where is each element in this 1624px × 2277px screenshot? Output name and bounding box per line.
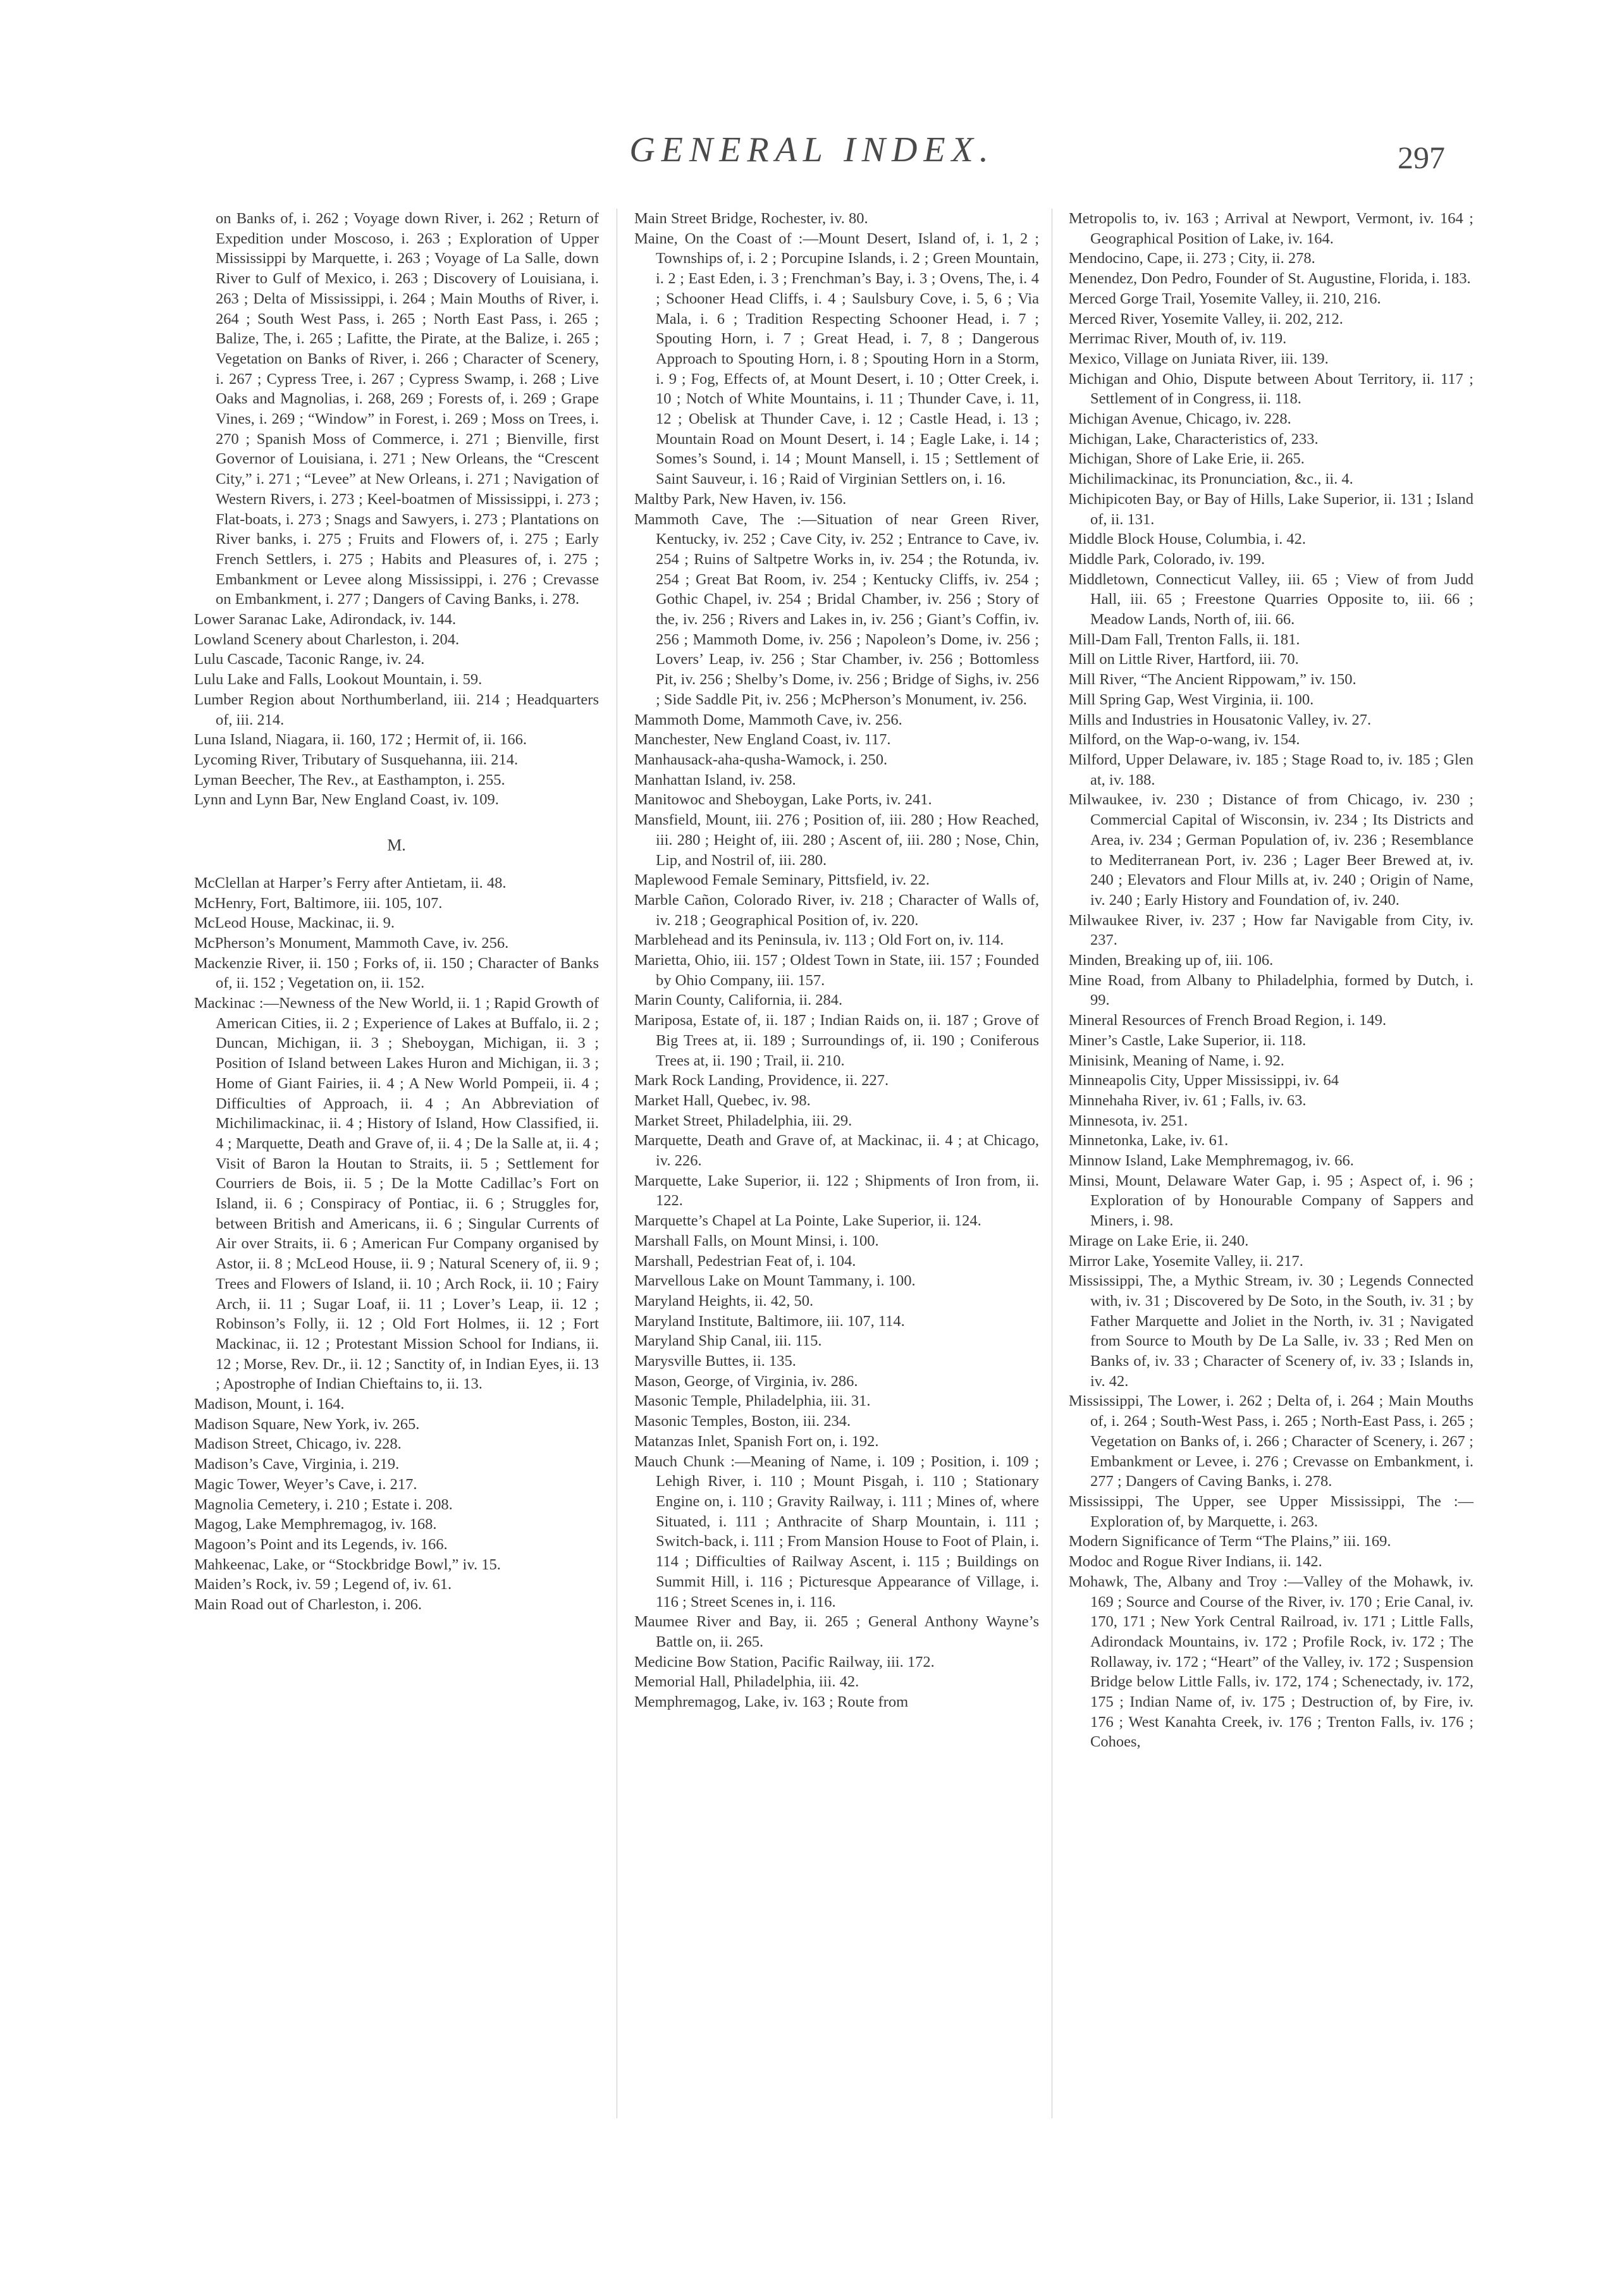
index-entry: Marin County, California, ii. 284. <box>634 991 843 1009</box>
index-entry: Marietta, Ohio, iii. 157 ; Oldest Town in State, iii. 157 ; Founded by Ohio Company, iii. 157. <box>634 952 1039 989</box>
index-entry: Madison’s Cave, Virginia, i. 219. <box>194 1456 400 1473</box>
index-entry: Madison Square, New York, iv. 265. <box>194 1415 420 1433</box>
index-entry: Merced River, Yosemite Valley, ii. 202, 212. <box>1069 310 1343 328</box>
index-column-3 <box>1069 209 1473 1752</box>
index-entry: Magic Tower, Weyer’s Cave, i. 217. <box>194 1475 417 1493</box>
index-entry: Marysville Buttes, ii. 135. <box>634 1353 796 1370</box>
index-entry: Minnehaha River, iv. 61 ; Falls, iv. 63. <box>1069 1091 1307 1109</box>
index-entry: Maumee River and Bay, ii. 265 ; General Anthony Wayne’s Battle on, ii. 265. <box>634 1613 1039 1650</box>
index-entry: Mauch Chunk :—Meaning of Name, i. 109 ; Position, i. 109 ; Lehigh River, i. 110 ; Mount Pisgah, i. 110 ; Stationary Engine on, i. 110 ; Gravity Railway, i. 111 ; Mines of, where Situated, i. 111 ; Anthracite of Sharp Mountain, i. 111 ; Switch-back, i. 111 ; From Mansion House to Foot of Plain, i. 114 ; Difficulties of Railway Ascent, i. 115 ; Buildings on Summit Hill, i. 116 ; Picturesque Appearance of Village, i. 116 ; Street Scenes in, i. 116. <box>634 1452 1039 1611</box>
index-entry: Mahkeenac, Lake, or “Stockbridge Bowl,” iv. 15. <box>194 1556 501 1573</box>
index-entry: Michilimackinac, its Pronunciation, &c., ii. 4. <box>1069 470 1353 488</box>
index-entry: Market Hall, Quebec, iv. 98. <box>634 1091 811 1109</box>
index-entry: Maiden’s Rock, iv. 59 ; Legend of, iv. 61. <box>194 1576 452 1593</box>
index-entry: Milwaukee River, iv. 237 ; How far Navigable from City, iv. 237. <box>1069 911 1473 949</box>
index-entry: Mirage on Lake Erie, ii. 240. <box>1069 1232 1249 1249</box>
index-entry: Middle Block House, Columbia, i. 42. <box>1069 531 1306 548</box>
index-entry: Middle Park, Colorado, iv. 199. <box>1069 550 1265 568</box>
index-entry: Lynn and Lynn Bar, New England Coast, iv. 109. <box>194 791 499 809</box>
index-entry: Memorial Hall, Philadelphia, iii. 42. <box>634 1673 859 1691</box>
index-entry: Modern Significance of Term “The Plains,” iii. 169. <box>1069 1533 1391 1550</box>
index-entry: Mississippi, The Upper, see Upper Mississippi, The :—Exploration of, by Marquette, i. 263. <box>1069 1493 1473 1530</box>
index-entry: Marshall, Pedestrian Feat of, i. 104. <box>634 1252 856 1270</box>
index-entry: Masonic Temple, Philadelphia, iii. 31. <box>634 1392 871 1410</box>
index-entry: Lowland Scenery about Charleston, i. 204. <box>194 630 460 648</box>
index-entry: Manhausack-aha-qusha-Wamock, i. 250. <box>634 751 888 768</box>
index-entry: Maltby Park, New Haven, iv. 156. <box>634 490 847 508</box>
index-entry: Michigan and Ohio, Dispute between About Territory, ii. 117 ; Settlement of in Congress, ii. 118. <box>1069 370 1473 408</box>
index-entry: Memphremagog, Lake, iv. 163 ; Route from <box>634 1693 909 1711</box>
page-title: GENERAL INDEX. <box>629 130 995 169</box>
index-column-2 <box>634 209 1039 1712</box>
index-entry: Mansfield, Mount, iii. 276 ; Position of, iii. 280 ; How Reached, iii. 280 ; Height of, iii. 280 ; Ascent of, iii. 280 ; Nose, Chin, Lip, and Nostril of, iii. 280. <box>634 811 1039 869</box>
index-entry: Mineral Resources of French Broad Region, i. 149. <box>1069 1012 1387 1029</box>
index-entry: McLeod House, Mackinac, ii. 9. <box>194 914 395 932</box>
index-entry: Magoon’s Point and its Legends, iv. 166. <box>194 1536 448 1553</box>
index-entry: Lulu Cascade, Taconic Range, iv. 24. <box>194 651 425 668</box>
index-entry: Mammoth Cave, The :—Situation of near Green River, Kentucky, iv. 252 ; Cave City, iv. 252 ; Entrance to Cave, iv. 254 ; Ruins of Saltpetre Works in, iv. 254 ; the Rotunda, iv. 254 ; Great Bat Room, iv. 254 ; Kentucky Cliffs, iv. 254 ; Gothic Chapel, iv. 254 ; Bridal Chamber, iv. 256 ; Story of the, iv. 256 ; Rivers and Lakes in, iv. 256 ; Giant’s Coffin, iv. 256 ; Mammoth Dome, iv. 256 ; Napoleon’s Dome, iv. 256 ; Lovers’ Leap, iv. 256 ; Star Chamber, iv. 256 ; Bottomless Pit, iv. 256 ; Shelby’s Dome, iv. 256 ; Bridge of Sighs, iv. 256 ; Side Saddle Pit, iv. 256 ; McPherson’s Monument, iv. 256. <box>634 510 1039 708</box>
index-entry: McPherson’s Monument, Mammoth Cave, iv. 256. <box>194 934 509 952</box>
index-entry: Mendocino, Cape, ii. 273 ; City, ii. 278. <box>1069 250 1315 267</box>
index-entry: Maryland Institute, Baltimore, iii. 107, 114. <box>634 1312 905 1330</box>
index-entry: Milford, Upper Delaware, iv. 185 ; Stage Road to, iv. 185 ; Glen at, iv. 188. <box>1069 751 1473 789</box>
index-entry: Maryland Heights, ii. 42, 50. <box>634 1292 814 1310</box>
index-entry: Luna Island, Niagara, ii. 160, 172 ; Hermit of, ii. 166. <box>194 731 527 749</box>
index-entry: Minsi, Mount, Delaware Water Gap, i. 95 ; Aspect of, i. 96 ; Exploration of by Honourable Company of Sappers and Miners, i. 98. <box>1069 1172 1473 1230</box>
index-entry: Main Street Bridge, Rochester, iv. 80. <box>634 210 868 227</box>
index-entry: Lumber Region about Northumberland, iii. 214 ; Headquarters of, iii. 214. <box>194 690 599 728</box>
index-entry: Milford, on the Wap-o-wang, iv. 154. <box>1069 731 1300 749</box>
index-entry: Marshall Falls, on Mount Minsi, i. 100. <box>634 1232 879 1249</box>
index-entry: Marquette, Death and Grave of, at Mackinac, ii. 4 ; at Chicago, iv. 226. <box>634 1132 1039 1170</box>
index-entry: Minnesota, iv. 251. <box>1069 1112 1188 1129</box>
index-entry: Marble Cañon, Colorado River, iv. 218 ; Character of Walls of, iv. 218 ; Geographical Position of, iv. 220. <box>634 891 1039 929</box>
index-entry: Marquette, Lake Superior, ii. 122 ; Shipments of Iron from, ii. 122. <box>634 1172 1039 1210</box>
index-entry: Matanzas Inlet, Spanish Fort on, i. 192. <box>634 1432 879 1450</box>
index-entry: Mill on Little River, Hartford, iii. 70. <box>1069 651 1299 668</box>
index-entry: Lulu Lake and Falls, Lookout Mountain, i. 59. <box>194 671 483 689</box>
index-entry: Minden, Breaking up of, iii. 106. <box>1069 952 1274 969</box>
index-entry: Marquette’s Chapel at La Pointe, Lake Superior, ii. 124. <box>634 1212 981 1230</box>
index-entry: Minisink, Meaning of Name, i. 92. <box>1069 1052 1284 1069</box>
index-entry: Michigan, Lake, Characteristics of, 233. <box>1069 430 1319 448</box>
index-entries <box>634 209 1039 1712</box>
index-entry: Menendez, Don Pedro, Founder of St. Augustine, Florida, i. 183. <box>1069 270 1471 288</box>
index-entry: Mason, George, of Virginia, iv. 286. <box>634 1372 858 1390</box>
index-entry: Middletown, Connecticut Valley, iii. 65 ; View of from Judd Hall, iii. 65 ; Freestone Quarries Opposite to, iii. 66 ; Meadow Lands, North of, iii. 66. <box>1069 570 1473 629</box>
index-entry: Maplewood Female Seminary, Pittsfield, iv. 22. <box>634 871 930 889</box>
index-entry: Merrimac River, Mouth of, iv. 119. <box>1069 330 1287 348</box>
index-entry: Mammoth Dome, Mammoth Cave, iv. 256. <box>634 711 902 728</box>
index-entry: Michipicoten Bay, or Bay of Hills, Lake Superior, ii. 131 ; Island of, ii. 131. <box>1069 490 1473 528</box>
index-entry: Metropolis to, iv. 163 ; Arrival at Newport, Vermont, iv. 164 ; Geographical Position of Lake, iv. 164. <box>1069 210 1473 247</box>
index-entry: Mirror Lake, Yosemite Valley, ii. 217. <box>1069 1252 1303 1270</box>
index-entry: Manhattan Island, iv. 258. <box>634 771 796 789</box>
index-entry: Mackinac :—Newness of the New World, ii. 1 ; Rapid Growth of American Cities, ii. 2 ; Experience of Lakes at Buffalo, ii. 2 ; Duncan, Michigan, ii. 3 ; Sheboygan, Michigan, ii. 3 ; Position of Island between Lakes Huron and Michigan, ii. 3 ; Home of Giant Fairies, ii. 4 ; A New World Pompeii, ii. 4 ; Difficulties of Approach, ii. 4 ; An Abbreviation of Michilimackinac, ii. 4 ; History of Island, How Classified, ii. 4 ; Marquette, Death and Grave of, ii. 4 ; De la Salle at, ii. 4 ; Visit of Baron la Houtan to Straits, ii. 5 ; Settlement for Courriers de Bois, ii. 5 ; De la Motte Cadillac’s Fort on Island, ii. 6 ; Conspiracy of Pontiac, ii. 6 ; Struggles for, between British and Americans, ii. 6 ; Singular Currents of Air over Straits, ii. 6 ; American Fur Company organised by Astor, ii. 8 ; McLeod House, ii. 9 ; Natural Scenery of, ii. 9 ; Trees and Flowers of Island, ii. 10 ; Arch Rock, ii. 10 ; Fairy Arch, ii. 11 ; Sugar Loaf, ii. 11 ; Lover’s Leap, ii. 12 ; Robinson’s Folly, ii. 12 ; Old Fort Holmes, ii. 12 ; Fort Mackinac, ii. 12 ; Protestant Mission School for Indians, ii. 12 ; Morse, Rev. Dr., ii. 12 ; Sanctity of, in Indian Eyes, ii. 13 ; Apostrophe of Indian Chieftains to, ii. 13. <box>194 995 599 1393</box>
index-entry: Mackenzie River, ii. 150 ; Forks of, ii. 150 ; Character of Banks of, ii. 152 ; Vegetation on, ii. 152. <box>194 954 599 992</box>
index-entry: Modoc and Rogue River Indians, ii. 142. <box>1069 1553 1322 1571</box>
index-entry: Mississippi, The, a Mythic Stream, iv. 30 ; Legends Connected with, iv. 31 ; Discovered by De Soto, in the South, iv. 31 ; by Father Marquette and Joliet in the North, iv. 31 ; Navigated from Source to Mouth by De La Salle, iv. 33 ; Red Men on Banks of, iv. 33 ; Character of Scenery of, iv. 33 ; Islands in, iv. 42. <box>1069 1272 1473 1390</box>
index-entry: Mark Rock Landing, Providence, ii. 227. <box>634 1072 889 1089</box>
index-entry: Lyman Beecher, The Rev., at Easthampton, i. 255. <box>194 771 505 789</box>
index-entry: Maryland Ship Canal, iii. 115. <box>634 1332 822 1350</box>
index-entry: Lower Saranac Lake, Adirondack, iv. 144. <box>194 611 457 629</box>
index-entry: Madison, Mount, i. 164. <box>194 1396 345 1413</box>
index-entry: McClellan at Harper’s Ferry after Antietam, ii. 48. <box>194 874 507 892</box>
index-entry: Mills and Industries in Housatonic Valley, iv. 27. <box>1069 711 1372 728</box>
index-entry: Minneapolis City, Upper Mississippi, iv. 64 <box>1069 1072 1339 1089</box>
index-entry: Michigan Avenue, Chicago, iv. 228. <box>1069 410 1291 428</box>
index-entries-l <box>194 209 599 810</box>
section-letter-m: M. <box>387 836 406 855</box>
index-entry: Mariposa, Estate of, ii. 187 ; Indian Raids on, ii. 187 ; Grove of Big Trees at, ii. 189 ; Surroundings of, ii. 190 ; Coniferous Trees at, ii. 190 ; Trail, ii. 210. <box>634 1012 1039 1069</box>
index-entry: Merced Gorge Trail, Yosemite Valley, ii. 210, 216. <box>1069 290 1381 307</box>
index-entry: Minnetonka, Lake, iv. 61. <box>1069 1132 1229 1150</box>
index-entry: Lycoming River, Tributary of Susquehanna, iii. 214. <box>194 751 519 768</box>
index-entries-m <box>194 873 599 1615</box>
index-entry: Madison Street, Chicago, iv. 228. <box>194 1435 402 1453</box>
index-entry: Mill River, “The Ancient Rippowam,” iv. 150. <box>1069 671 1356 689</box>
index-entry: Mill Spring Gap, West Virginia, ii. 100. <box>1069 690 1314 708</box>
index-entry: Manitowoc and Sheboygan, Lake Ports, iv. 241. <box>634 791 932 809</box>
index-entry: Michigan, Shore of Lake Erie, ii. 265. <box>1069 450 1305 468</box>
index-column-1 <box>194 209 599 1615</box>
index-entry: Marvellous Lake on Mount Tammany, i. 100. <box>634 1272 916 1290</box>
page-number: 297 <box>1398 140 1445 175</box>
index-entry: Milwaukee, iv. 230 ; Distance of from Chicago, iv. 230 ; Commercial Capital of Wisconsin, iv. 234 ; Its Districts and Area, iv. 234 ; German Population of, iv. 236 ; Resemblance to Mediterranean Port, iv. 236 ; Lager Beer Brewed at, iv. 240 ; Elevators and Flour Mills at, iv. 240 ; Origin of Name, iv. 240 ; Early History and Foundation of, iv. 240. <box>1069 791 1473 909</box>
index-entry: on Banks of, i. 262 ; Voyage down River, i. 262 ; Return of Expedition under Moscoso, i. 263 ; Exploration of Upper Mississippi by Marquette, i. 263 ; Voyage of La Salle, down River to Gulf of Mexico, i. 263 ; Discovery of Louisiana, i. 263 ; Delta of Mississippi, i. 264 ; Main Mouths of River, i. 264 ; South West Pass, i. 265 ; North East Pass, i. 265 ; Balize, The, i. 265 ; Lafitte, the Pirate, at the Balize, i. 265 ; Vegetation on Banks of River, i. 266 ; Character of Scenery, i. 267 ; Cypress Tree, i. 267 ; Cypress Swamp, i. 268 ; Live Oaks and Magnolias, i. 268, 269 ; Forests of, i. 269 ; Grape Vines, i. 269 ; “Window” in Forest, i. 269 ; Moss on Trees, i. 270 ; Spanish Moss of Commerce, i. 271 ; Bienville, first Governor of Louisiana, i. 271 ; New Orleans, the “Crescent City,” i. 271 ; “Levee” at New Orleans, i. 271 ; Navigation of Western Rivers, i. 273 ; Keel-boatmen of Mississippi, i. 273 ; Flat-boats, i. 273 ; Snags and Sawyers, i. 273 ; Plantations on River banks, i. 275 ; Fruits and Flowers of, i. 275 ; Early French Settlers, i. 275 ; Habits and Pleasures of, i. 275 ; Embankment or Levee along Mississippi, i. 276 ; Crevasse on Embankment, i. 277 ; Dangers of Caving Banks, i. 278. <box>216 210 599 608</box>
index-entry: McHenry, Fort, Baltimore, iii. 105, 107. <box>194 894 443 912</box>
index-entry: Manchester, New England Coast, iv. 117. <box>634 731 891 749</box>
index-entry: Medicine Bow Station, Pacific Railway, iii. 172. <box>634 1653 935 1671</box>
index-entry: Magnolia Cemetery, i. 210 ; Estate i. 208. <box>194 1495 453 1513</box>
index-entry: Mill-Dam Fall, Trenton Falls, ii. 181. <box>1069 630 1300 648</box>
index-entry: Mine Road, from Albany to Philadelphia, formed by Dutch, i. 99. <box>1069 971 1473 1009</box>
index-entry: Marblehead and its Peninsula, iv. 113 ; Old Fort on, iv. 114. <box>634 931 1004 949</box>
index-entry: Mississippi, The Lower, i. 262 ; Delta of, i. 264 ; Main Mouths of, i. 264 ; South-West Pass, i. 265 ; North-East Pass, i. 265 ; Vegetation on Banks of, i. 266 ; Character of Scenery, i. 267 ; Embankment or Levee, i. 276 ; Crevasse on Embankment, i. 277 ; Dangers of Caving Banks, i. 278. <box>1069 1392 1473 1490</box>
index-entry: Main Road out of Charleston, i. 206. <box>194 1596 422 1614</box>
index-entry: Mexico, Village on Juniata River, iii. 139. <box>1069 350 1329 367</box>
index-entry: Maine, On the Coast of :—Mount Desert, Island of, i. 1, 2 ; Townships of, i. 2 ; Porcupine Islands, i. 2 ; Green Mountain, i. 2 ; East Eden, i. 3 ; Frenchman’s Bay, i. 3 ; Ovens, The, i. 4 ; Schooner Head Cliffs, i. 4 ; Saulsbury Cove, i. 5, 6 ; Via Mala, i. 6 ; Tradition Respecting Schooner Head, i. 7 ; Spouting Horn, i. 7 ; Great Head, i. 7, 8 ; Dangerous Approach to Spouting Horn, i. 8 ; Spouting Horn in a Storm, i. 9 ; Fog, Effects of, at Mount Desert, i. 10 ; Otter Creek, i. 10 ; Notch of White Mountains, i. 11 ; Thunder Cave, i. 11, 12 ; Obelisk at Thunder Cave, i. 12 ; Castle Head, i. 13 ; Mountain Road on Mount Desert, i. 14 ; Eagle Lake, i. 14 ; Somes’s Sound, i. 14 ; Mount Mansell, i. 15 ; Settlement of Saint Sauveur, i. 16 ; Raid of Virginian Settlers on, i. 16. <box>634 230 1039 488</box>
index-entries <box>1069 209 1473 1752</box>
index-entry: Mohawk, The, Albany and Troy :—Valley of the Mohawk, iv. 169 ; Source and Course of the River, iv. 170 ; Erie Canal, iv. 170, 171 ; New York Central Railroad, iv. 171 ; Little Falls, Adirondack Mountains, iv. 172 ; Profile Rock, iv. 172 ; The Rollaway, iv. 172 ; “Heart” of the Valley, iv. 172 ; Suspension Bridge below Little Falls, iv. 172, 174 ; Schenectady, iv. 172, 175 ; Indian Name of, iv. 175 ; Destruction of, by Fire, iv. 176 ; West Kanahta Creek, iv. 176 ; Trenton Falls, iv. 176 ; Cohoes, <box>1069 1573 1473 1751</box>
index-entry: Masonic Temples, Boston, iii. 234. <box>634 1413 851 1430</box>
index-entry: Miner’s Castle, Lake Superior, ii. 118. <box>1069 1031 1307 1049</box>
index-entry: Magog, Lake Memphremagog, iv. 168. <box>194 1516 437 1533</box>
index-entry: Minnow Island, Lake Memphremagog, iv. 66. <box>1069 1152 1354 1170</box>
index-entry: Market Street, Philadelphia, iii. 29. <box>634 1112 852 1129</box>
